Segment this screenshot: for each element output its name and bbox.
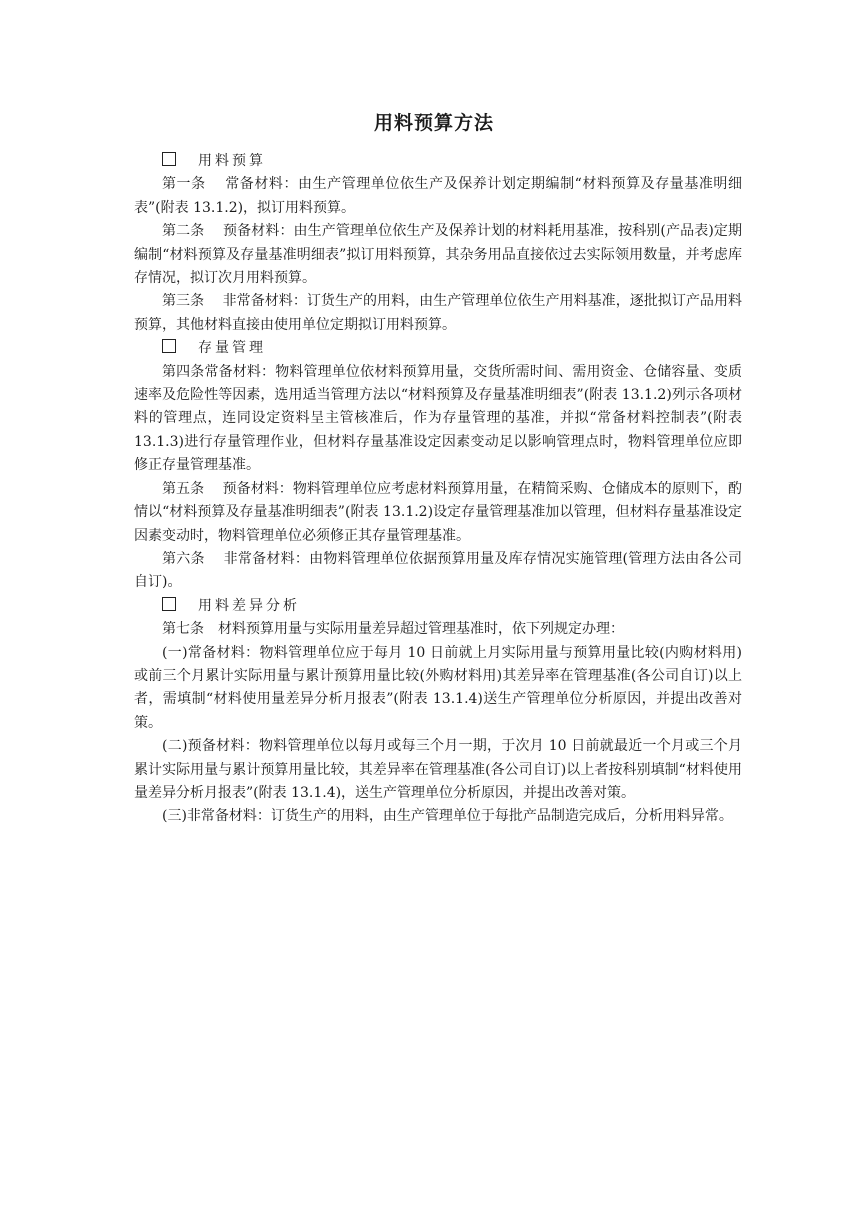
paragraph: (二)预备材料：物料管理单位以每月或每三个月一期，于次月 10 日前就最近一个月或三个月累计实际用量与累计预算用量比较，其差异率在管理基准(各公司自订)以上者按科别填制“材料使用量差异分析月报表”(附表 13.1.4)，送生产管理单位分析原因，并提出改善对策。 bbox=[134, 738, 742, 801]
paragraph: 第六条 非常备材料：由物料管理单位依据预算用量及库存情况实施管理(管理方法由各公司自订)。 bbox=[134, 550, 742, 591]
section-heading: 存量管理 bbox=[134, 337, 742, 360]
paragraph: 第三条 非常备材料：订货生产的用料，由生产管理单位依生产用料基准，逐批拟订产品用料预算，其他材料直接由使用单位定期拟订用料预算。 bbox=[134, 293, 742, 333]
checkbox-icon bbox=[162, 152, 176, 166]
paragraph: (三)非常备材料：订货生产的用料，由生产管理单位于每批产品制造完成后，分析用料异常。 bbox=[162, 808, 733, 825]
paragraph: 第五条 预备材料：物料管理单位应考虑材料预算用量，在精简采购、仓储成本的原则下，酌情以“材料预算及存量基准明细表”(附表 13.1.2)设定存量管理基准加以管理，但材料存量基准设定因素变动时，物料管理单位必须修正其存量管理基准。 bbox=[134, 480, 742, 544]
page-title: 用料预算方法 bbox=[373, 112, 494, 134]
checkbox-icon bbox=[162, 339, 176, 353]
paragraph: 第四条常备材料：物料管理单位依材料预算用量，交货所需时间、需用资金、仓储容量、变质速率及危险性等因素，选用适当管理方法以“材料预算及存量基准明细表”(附表 13.1.2)列示各项材料的管理点，连同设定资料呈主管核准后，作为存量管理的基准，并拟“常备材料控制表”(附表 13.1.3)进行存量管理作业，但材料存量基准设定因素变动足以影响管理点时，物料管理单位应即修正存量管理基准。 bbox=[134, 363, 742, 474]
paragraph: (一)常备材料：物料管理单位应于每月 10 日前就上月实际用量与预算用量比较(内购材料用)或前三个月累计实际用量与累计预算用量比较(外购材料用)其差异率在管理基准(各公司自订)以上者，需填制“材料使用量差异分析月报表”(附表 13.1.4)送生产管理单位分析原因，并提出改善对策。 bbox=[134, 644, 742, 731]
section-heading: 用料预算 bbox=[134, 150, 742, 173]
section-heading: 用料差异分析 bbox=[134, 595, 742, 618]
paragraph: 第一条 常备材料：由生产管理单位依生产及保养计划定期编制“材料预算及存量基准明细表”(附表 13.1.2)，拟订用料预算。 bbox=[134, 176, 742, 216]
document-body bbox=[134, 150, 742, 829]
paragraph: 第二条 预备材料：由生产管理单位依生产及保养计划的材料耗用基准，按科别(产品表)定期编制“材料预算及存量基准明细表”拟订用料预算，其杂务用品直接依过去实际领用数量，并考虑库存情况，拟订次月用料预算。 bbox=[134, 223, 742, 287]
paragraph: 第七条 材料预算用量与实际用量差异超过管理基准时，依下列规定办理： bbox=[162, 621, 624, 638]
checkbox-icon bbox=[162, 597, 176, 611]
